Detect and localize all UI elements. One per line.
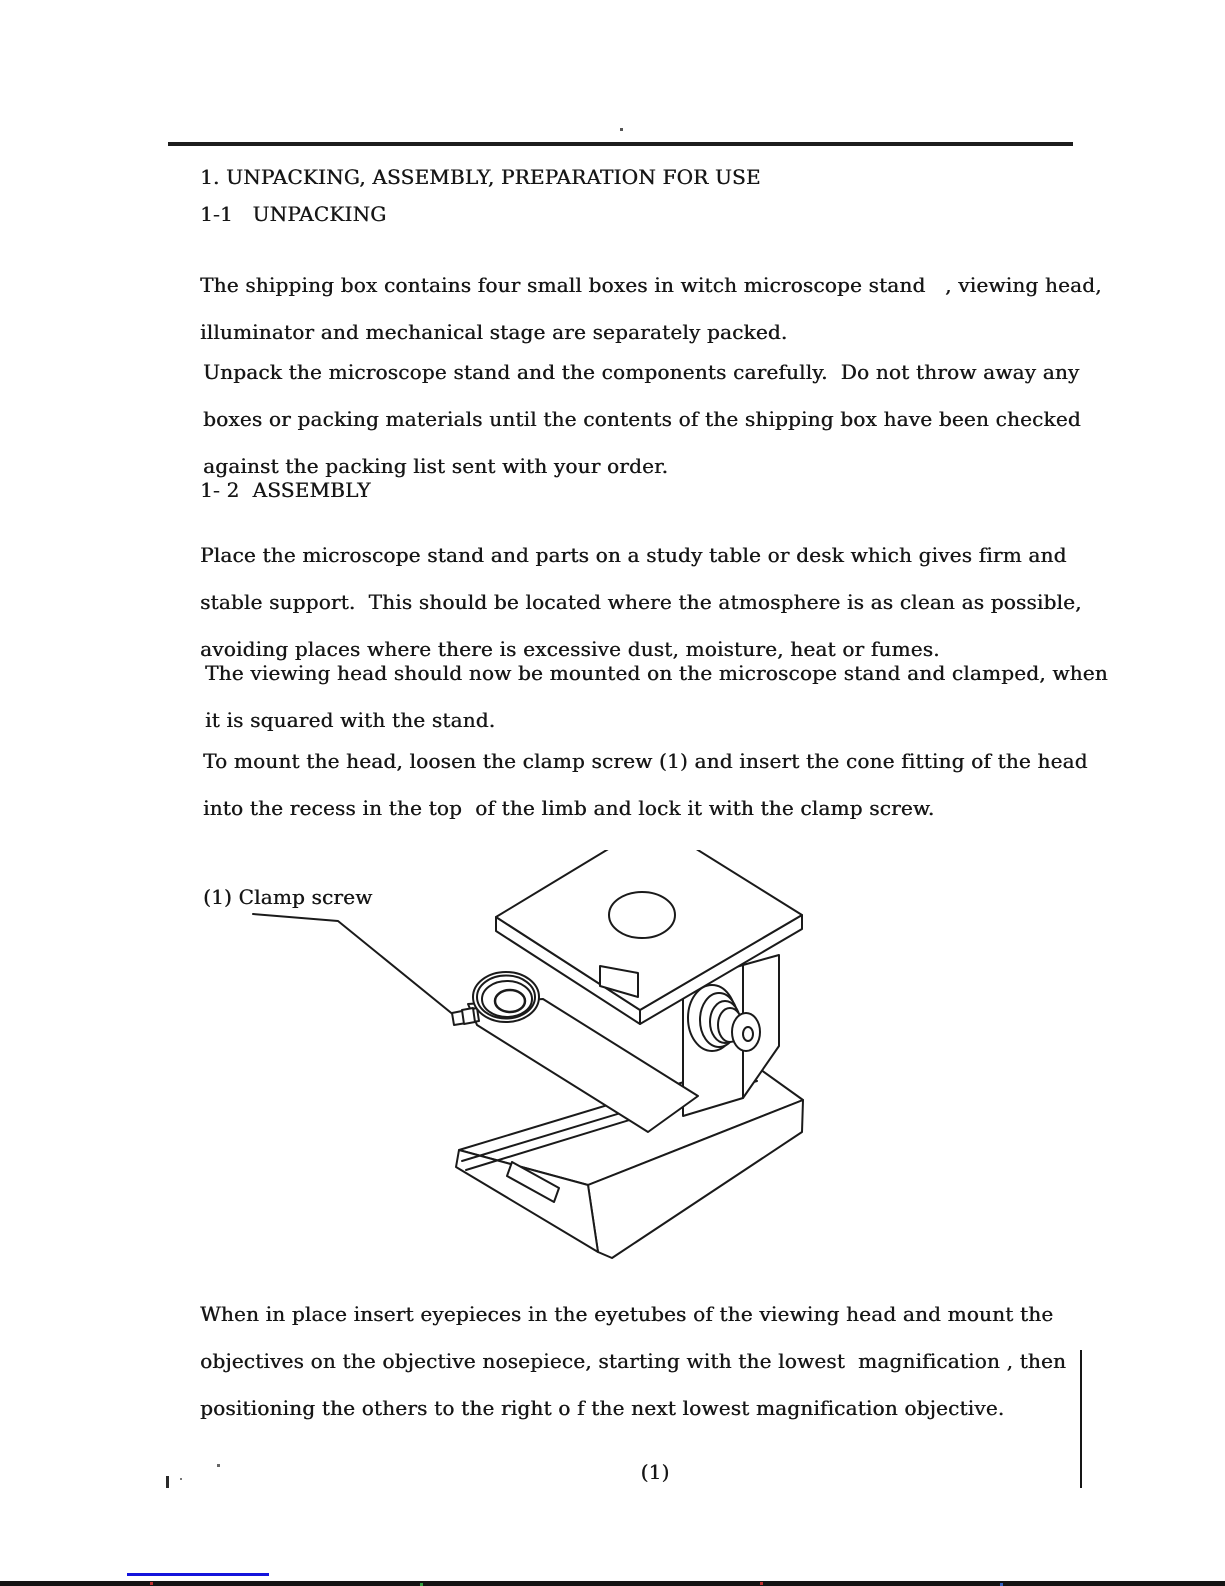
callout-leader-line [253,914,455,1016]
microscope-figure [195,850,860,1280]
para-shipping-box [200,262,1102,356]
para-line: When in place insert eyepieces in the eyetubes of the viewing head and mount the [200,1302,1054,1326]
clamp-collar [473,972,539,1022]
para-line: into the recess in the top of the limb and lock it with the clamp screw. [203,796,935,820]
para-line: Place the microscope stand and parts on a study table or desk which gives firm and [200,543,1067,567]
para-line: avoiding places where there is excessive dust, moisture, heat or fumes. [200,637,940,661]
para-line: objectives on the objective nosepiece, starting with the lowest magnification , then [200,1349,1067,1373]
para-eyepieces [200,1291,1066,1432]
speck [620,128,623,131]
para-line: illuminator and mechanical stage are separately packed. [200,320,788,344]
para-viewing-head [205,650,1108,744]
figure-callout-label: (1) Clamp screw [203,885,373,909]
para-line: it is squared with the stand. [205,708,496,732]
para-line: stable support. This should be located where the atmosphere is as clean as possible, [200,590,1082,614]
para-mount-head [203,738,1088,832]
top-rule [168,142,1073,146]
subsection-unpacking-heading: 1-1 UNPACKING [200,202,387,226]
para-line: The shipping box contains four small boxes in witch microscope stand , viewing head, [200,273,1102,297]
scan-tick-mark [166,1476,169,1488]
speck [180,1478,182,1480]
para-line: Unpack the microscope stand and the components carefully. Do not throw away any [203,360,1080,384]
page-number: (1) [640,1460,670,1484]
bottom-edge-bar [0,1581,1225,1586]
scan-mark-vertical-right [1080,1350,1082,1488]
para-line: boxes or packing materials until the contents of the shipping box have been checked [203,407,1081,431]
para-line: To mount the head, loosen the clamp screw (1) and insert the cone fitting of the head [203,749,1088,773]
bottom-blue-line [127,1573,269,1576]
para-line: positioning the others to the right o f the next lowest magnification objective. [200,1396,1005,1420]
speck [217,1464,220,1467]
clamp-screw [452,1008,479,1025]
subsection-assembly-heading: 1- 2 ASSEMBLY [200,478,371,502]
para-line: against the packing list sent with your order. [203,454,669,478]
section-heading: 1. UNPACKING, ASSEMBLY, PREPARATION FOR USE [200,165,761,189]
para-line: The viewing head should now be mounted on the microscope stand and clamped, when [205,661,1108,685]
